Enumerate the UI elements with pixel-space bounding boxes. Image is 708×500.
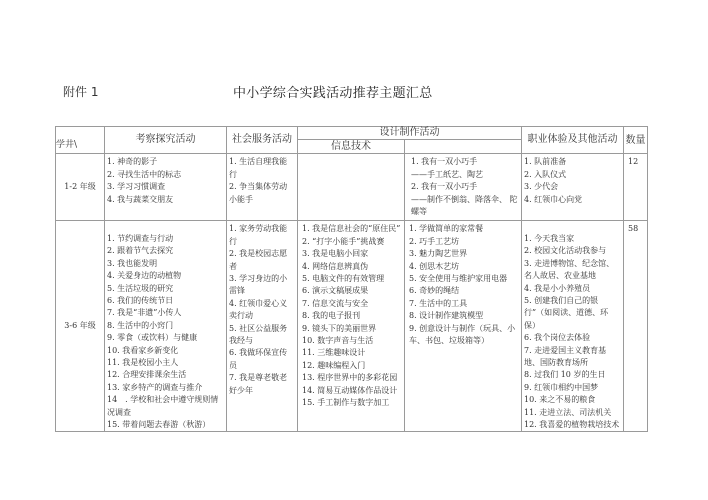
list-item: 12. 合理安排课余生活 bbox=[107, 370, 187, 380]
list-item: 12. 趣味编程入门 bbox=[302, 360, 366, 370]
header-career: 职业体验及其他活动 bbox=[522, 127, 624, 154]
list-item: 8. 过我们 10 岁的生日 bbox=[524, 370, 606, 380]
list-item: 3. 学习习惯调查 bbox=[107, 182, 166, 192]
list-item: 6. 我做环保宣传 员 bbox=[229, 348, 288, 370]
header-count: 数量 bbox=[624, 127, 648, 154]
list-item: 2. “打字小能手”挑战赛 bbox=[302, 236, 385, 246]
list-item: ——制作不倒翁、降落伞、 陀螺等 bbox=[411, 194, 518, 217]
list-item: 7. 信息交流与安全 bbox=[302, 298, 369, 308]
list-item: 10. 来之不易的粮食 bbox=[524, 395, 596, 405]
list-item: 5. 电脑文件的有效管理 bbox=[302, 274, 385, 284]
list-item: 9. 红领巾相约中国梦 bbox=[524, 382, 599, 392]
list-item: 5. 生活垃圾的研究 bbox=[107, 283, 174, 293]
list-item: 6. 我们的传统节日 bbox=[107, 295, 174, 305]
header-design-other bbox=[405, 140, 522, 154]
list-item: 10. 我看家乡新变化 bbox=[107, 345, 179, 355]
list-item: 1. 神奇的影子 bbox=[107, 157, 158, 167]
header-info-tech: 信息技术 bbox=[298, 140, 405, 154]
list-item: 1. 今天我当家 bbox=[524, 233, 575, 243]
header-design: 设计制作活动 bbox=[298, 127, 522, 140]
grade-cell: 3-6 年级 bbox=[56, 221, 105, 432]
list-item: 6. 奇妙的绳结 bbox=[409, 286, 460, 296]
list-item: 3. 走进博物馆、纪念馆、名人故居、农业基地 bbox=[524, 258, 615, 281]
design-other-cell bbox=[405, 154, 522, 221]
list-item: 5. 社区公益服务 我经与 bbox=[229, 323, 288, 346]
list-item: 14 . 学校和社会中遵守规则情况调查 bbox=[107, 395, 219, 417]
info-tech-cell bbox=[298, 154, 405, 221]
list-item: 11. 三维趣味设计 bbox=[302, 348, 366, 358]
list-item: 2. 寻找生活中的标志 bbox=[107, 169, 182, 179]
list-item: 7. 生活中的工具 bbox=[409, 298, 468, 308]
list-item: 13. 程序世界中的多彩花园 bbox=[302, 373, 398, 383]
list-item: 8. 我的电子报刊 bbox=[302, 311, 361, 321]
design-other-cell bbox=[405, 221, 522, 432]
header-social: 社会服务活动 bbox=[227, 127, 298, 154]
list-item: 1. 我有一双小巧手 bbox=[411, 157, 478, 167]
list-item: 2. 校园文化活动我参与 bbox=[524, 246, 607, 256]
list-item: 1. 生活自理我能 行 bbox=[229, 157, 288, 179]
list-item: 6. 我个岗位去体验 bbox=[524, 333, 591, 343]
activity-topics-table bbox=[55, 126, 648, 432]
list-item: 1. 我是信息社会的“原住民” bbox=[302, 224, 401, 234]
count-cell: 12 bbox=[624, 154, 648, 221]
list-item: 2. 跟着节气去探究 bbox=[107, 246, 174, 256]
list-item: 11. 我是校园小主人 bbox=[107, 357, 179, 367]
list-item: 11. 走进立法、司法机关 bbox=[524, 407, 612, 417]
list-item: 2. 巧手工艺坊 bbox=[409, 236, 460, 246]
list-item: 7. 我是尊老敬老 好少年 bbox=[229, 373, 288, 395]
list-item: 14. 简易互动媒体作品设计 bbox=[302, 385, 398, 395]
table-row-grade-1-2 bbox=[56, 154, 648, 221]
list-item: 3. 我也能发明 bbox=[107, 258, 158, 268]
career-cell bbox=[522, 221, 624, 432]
list-item: 1. 学做简单的家常餐 bbox=[409, 224, 484, 234]
inquiry-cell bbox=[105, 221, 227, 432]
list-item: 1. 节约调查与行动 bbox=[107, 233, 174, 243]
list-item: 3. 学习身边的小 雷锋 bbox=[229, 274, 288, 296]
list-item: 13. 家乡特产的调查与推介 bbox=[107, 382, 203, 392]
list-item: 9. 创意设计与制作（玩具、小车、书包、垃圾箱等） bbox=[409, 323, 516, 346]
count-cell: 58 bbox=[624, 221, 648, 432]
list-item: 3. 魅力陶艺世界 bbox=[409, 249, 468, 259]
list-item: 9. 镜头下的美丽世界 bbox=[302, 323, 377, 333]
inquiry-cell bbox=[105, 154, 227, 221]
list-item: 4. 网络信息辨真伪 bbox=[302, 261, 369, 271]
grade-cell: 1-2 年级 bbox=[56, 154, 105, 221]
table-row-grade-3-6 bbox=[56, 221, 648, 432]
list-item: 12. 我喜爱的植物栽培技术 bbox=[524, 420, 620, 429]
list-item: 7. 我是“非遗”小传人 bbox=[107, 308, 182, 318]
list-item: 3. 我是电脑小回家 bbox=[302, 249, 369, 259]
list-item: 8. 生活中的小窍门 bbox=[107, 320, 174, 330]
list-item: 2. 我是校园志愿 者 bbox=[229, 249, 288, 271]
attachment-label: 附件 1 bbox=[63, 85, 99, 99]
list-item: 2. 争当集体劳动 小能手 bbox=[229, 182, 288, 204]
list-item: 4. 红领巾心向党 bbox=[524, 194, 583, 204]
list-item: 1. 家务劳动我能 行 bbox=[229, 224, 288, 246]
list-item: 8. 设计制作建筑模型 bbox=[409, 311, 484, 321]
header-grade: 学井\ bbox=[56, 127, 105, 154]
list-item: 10. 数字声音与生活 bbox=[302, 336, 374, 346]
social-cell bbox=[227, 221, 298, 432]
list-item: 2. 入队仪式 bbox=[524, 169, 567, 179]
document-title: 中小学综合实践活动推荐主题汇总 bbox=[233, 86, 433, 101]
list-item: 5. 安全使用与维护家用电器 bbox=[409, 274, 508, 284]
list-item: 9. 零食（或饮料）与健康 bbox=[107, 333, 198, 343]
social-cell bbox=[227, 154, 298, 221]
list-item: 1. 队前准备 bbox=[524, 157, 567, 167]
list-item: 5. 创建我们自己的银 行”（如阅读、道德、环 保） bbox=[524, 295, 609, 330]
list-item: 7. 走进爱国主义教育基地、国防教育场所 bbox=[524, 345, 607, 367]
list-item: 15. 带着问题去春游（秋游） bbox=[107, 420, 211, 429]
list-item: 4. 我与蔬菜交朋友 bbox=[107, 194, 174, 204]
list-item: 6. 演示文稿展成果 bbox=[302, 286, 369, 296]
list-item: 15. 手工制作与数字加工 bbox=[302, 398, 390, 408]
list-item: 4. 创思木艺坊 bbox=[409, 261, 460, 271]
list-item: 4. 关爱身边的动植物 bbox=[107, 271, 182, 281]
header-inquiry: 考察探究活动 bbox=[105, 127, 227, 154]
info-tech-cell bbox=[298, 221, 405, 432]
list-item: 3. 少代会 bbox=[524, 182, 559, 192]
list-item: 4. 红领巾爱心义 卖行动 bbox=[229, 298, 288, 321]
career-cell bbox=[522, 154, 624, 221]
list-item: 2. 我有一双小巧手 bbox=[411, 182, 478, 192]
list-item: 4. 我是小小养殖员 bbox=[524, 283, 591, 293]
list-item: ——手工纸艺、陶艺 bbox=[411, 169, 483, 179]
